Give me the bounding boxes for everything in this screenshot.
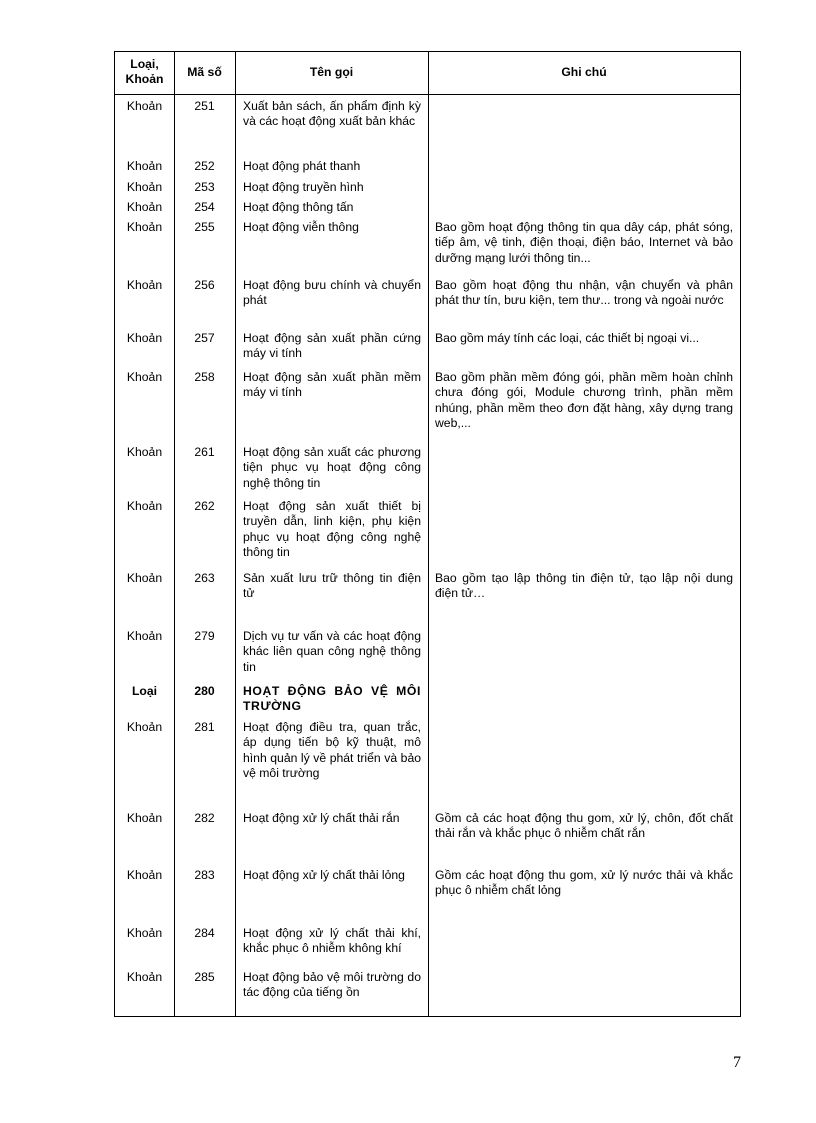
row-name: Hoạt động viễn thông bbox=[243, 220, 359, 234]
row-note: Bao gồm máy tính các loại, các thiết bị ngoại vi... bbox=[435, 331, 700, 345]
row-note: Bao gồm phần mềm đóng gói, phần mềm hoàn chỉnh chưa đóng gói, Module chương trình, phần mềm nhúng, phần mềm theo đơn đặt hàng, xây dựng trang web,... bbox=[435, 370, 733, 430]
row-type: Khoản bbox=[126, 811, 163, 825]
row-code: 284 bbox=[194, 926, 215, 940]
row-name: Hoạt động thông tấn bbox=[243, 200, 354, 214]
row-type: Khoản bbox=[126, 331, 163, 345]
row-type: Khoản bbox=[126, 159, 163, 173]
row-note: Bao gồm tạo lập thông tin điện tử, tạo lập nội dung điện tử… bbox=[435, 571, 733, 601]
row-type: Loại bbox=[131, 684, 158, 698]
row-code: 256 bbox=[194, 278, 215, 292]
header-ghi-chu: Ghi chú bbox=[561, 65, 607, 79]
row-type: Khoản bbox=[126, 970, 163, 984]
row-type: Khoản bbox=[126, 571, 163, 585]
row-type: Khoản bbox=[126, 445, 163, 459]
row-name: Hoạt động xử lý chất thải lỏng bbox=[243, 868, 405, 882]
row-code: 258 bbox=[194, 370, 215, 384]
row-name: Hoạt động truyền hình bbox=[243, 180, 364, 194]
row-note: Bao gồm hoạt động thu nhận, vận chuyển và phân phát thư tín, bưu kiện, tem thư... trong và ngoài nước bbox=[435, 278, 733, 308]
row-name: Hoạt động sản xuất phần cứng máy vi tính bbox=[243, 331, 421, 361]
row-code: 254 bbox=[194, 200, 215, 214]
row-name: Hoạt động bảo vệ môi trường do tác động của tiếng ồn bbox=[243, 970, 421, 1000]
row-code: 280 bbox=[194, 684, 215, 698]
row-name: Hoạt động xử lý chất thải rắn bbox=[243, 811, 400, 825]
row-code: 261 bbox=[194, 445, 215, 459]
row-name: Hoạt động bưu chính và chuyển phát bbox=[243, 278, 421, 308]
row-name: HOẠT ĐỘNG BẢO VỆ MÔI TRƯỜNG bbox=[243, 684, 421, 714]
row-name: Dịch vụ tư vấn và các hoạt động khác liên quan công nghệ thông tin bbox=[243, 629, 421, 674]
row-name: Xuất bản sách, ấn phẩm định kỳ và các hoạt động xuất bản khác bbox=[243, 99, 421, 129]
row-note: Gồm các hoạt động thu gom, xử lý nước thải và khắc phục ô nhiễm chất lỏng bbox=[435, 868, 733, 898]
row-code: 281 bbox=[194, 720, 215, 734]
row-type: Khoản bbox=[126, 180, 163, 194]
row-type: Khoản bbox=[126, 99, 163, 113]
header-ten-goi: Tên gọi bbox=[309, 65, 354, 79]
row-name: Hoạt động sản xuất các phương tiện phục vụ hoạt động công nghệ thông tin bbox=[243, 445, 421, 490]
header-loai-khoan: Loại, Khoản bbox=[125, 57, 164, 87]
row-code: 253 bbox=[194, 180, 215, 194]
row-name: Hoạt động xử lý chất thải khí, khắc phục ô nhiễm không khí bbox=[243, 926, 421, 956]
row-type: Khoản bbox=[126, 720, 163, 734]
row-name: Hoạt động điều tra, quan trắc, áp dụng tiến bộ kỹ thuật, mô hình quản lý về phát triển và bảo vệ môi trường bbox=[243, 720, 421, 780]
row-code: 283 bbox=[194, 868, 215, 882]
column-divider bbox=[235, 52, 236, 1016]
row-code: 257 bbox=[194, 331, 215, 345]
row-type: Khoản bbox=[126, 370, 163, 384]
row-type: Khoản bbox=[126, 868, 163, 882]
row-code: 285 bbox=[194, 970, 215, 984]
row-code: 252 bbox=[194, 159, 215, 173]
row-type: Khoản bbox=[126, 629, 163, 643]
row-type: Khoản bbox=[126, 200, 163, 214]
row-code: 251 bbox=[194, 99, 215, 113]
row-name: Sản xuất lưu trữ thông tin điện tử bbox=[243, 571, 421, 601]
budget-code-table bbox=[114, 51, 741, 1017]
row-name: Hoạt động sản xuất phần mềm máy vi tính bbox=[243, 370, 421, 400]
row-code: 263 bbox=[194, 571, 215, 585]
row-name: Hoạt động phát thanh bbox=[243, 159, 361, 173]
row-note: Gồm cả các hoạt động thu gom, xử lý, chôn, đốt chất thải rắn và khắc phục ô nhiễm chất rắn bbox=[435, 811, 733, 841]
page-number: 7 bbox=[733, 1054, 741, 1071]
header-divider bbox=[115, 94, 740, 95]
row-type: Khoản bbox=[126, 499, 163, 513]
header-ma-so: Mã số bbox=[187, 65, 222, 79]
row-type: Khoản bbox=[126, 926, 163, 940]
row-code: 282 bbox=[194, 811, 215, 825]
row-type: Khoản bbox=[126, 220, 163, 234]
row-code: 255 bbox=[194, 220, 215, 234]
row-type: Khoản bbox=[126, 278, 163, 292]
row-note: Bao gồm hoạt động thông tin qua dây cáp, phát sóng, tiếp âm, vệ tinh, điện thoại, điện báo, Internet và bảo dưỡng mạng lưới thông tin... bbox=[435, 220, 733, 265]
column-divider bbox=[428, 52, 429, 1016]
row-name: Hoạt động sản xuất thiết bị truyền dẫn, linh kiện, phụ kiện phục vụ hoạt động công nghệ thông tin bbox=[243, 499, 421, 559]
row-code: 279 bbox=[194, 629, 215, 643]
row-code: 262 bbox=[194, 499, 215, 513]
